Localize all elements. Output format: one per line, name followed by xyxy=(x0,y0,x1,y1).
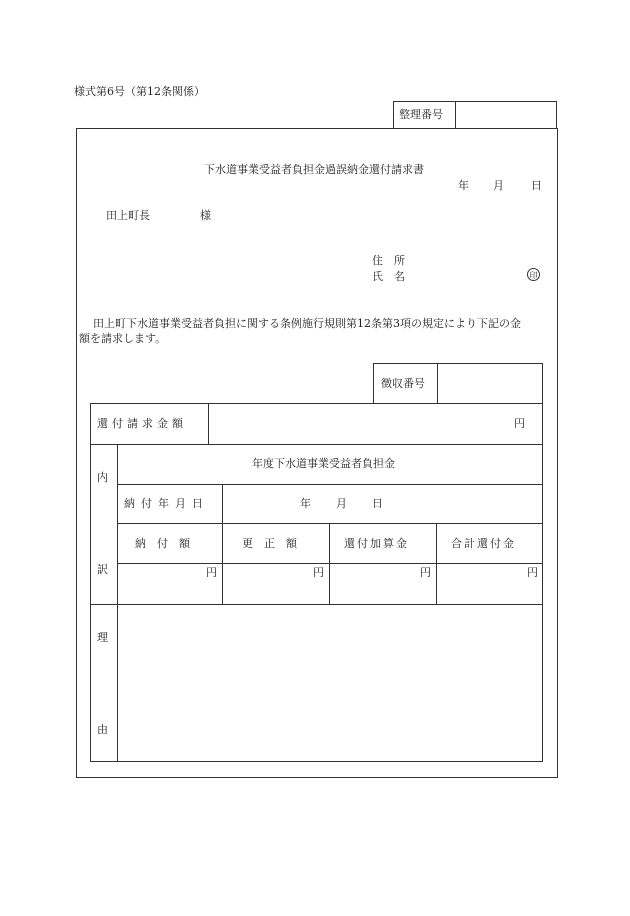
column-correction-amount: 更 正 額 xyxy=(242,537,297,550)
form-title: 下水道事業受益者負担金過誤納金還付請求書 xyxy=(204,163,424,176)
form-number: 様式第6号（第12条関係） xyxy=(74,85,205,98)
column-total-refund: 合計還付金 xyxy=(451,537,516,550)
seal-mark: 印 xyxy=(527,268,540,281)
correction-amount-yen: 円 xyxy=(313,566,324,579)
seiri-number-label: 整理番号 xyxy=(399,108,443,121)
refund-addition-yen: 円 xyxy=(420,566,431,579)
payment-date-month: 月 xyxy=(336,497,347,510)
total-refund-yen: 円 xyxy=(527,566,538,579)
addressee-honorific: 様 xyxy=(200,209,211,222)
reason-text-area[interactable] xyxy=(120,607,540,759)
body-text-line2: 額を請求します。 xyxy=(79,332,167,345)
date-day: 日 xyxy=(531,179,542,192)
refund-amount-yen: 円 xyxy=(514,417,525,430)
date-year: 年 xyxy=(458,179,469,192)
date-month: 月 xyxy=(493,179,504,192)
column-refund-addition: 還付加算金 xyxy=(344,537,409,550)
address-label: 住 所 xyxy=(372,254,405,267)
breakdown-heading: 年度下水道事業受益者負担金 xyxy=(252,457,395,470)
choshu-number-label: 徴収番号 xyxy=(381,377,425,390)
breakdown-label-top: 内 xyxy=(97,471,108,484)
name-label: 氏 名 xyxy=(372,270,405,283)
refund-amount-label: 還付請求金額 xyxy=(97,417,187,430)
payment-date-day: 日 xyxy=(372,497,383,510)
payment-date-label: 納付年月日 xyxy=(124,497,209,510)
reason-label-bottom: 由 xyxy=(97,723,108,736)
reason-label-top: 理 xyxy=(97,631,108,644)
addressee-name: 田上町長 xyxy=(106,209,150,222)
breakdown-label-bottom: 訳 xyxy=(97,563,108,576)
body-text-line1: 田上町下水道事業受益者負担に関する条例施行規則第12条第3項の規定により下記の金 xyxy=(93,317,521,330)
payment-amount-yen: 円 xyxy=(206,566,217,579)
payment-date-year: 年 xyxy=(300,497,311,510)
column-payment-amount: 納 付 額 xyxy=(135,537,190,550)
